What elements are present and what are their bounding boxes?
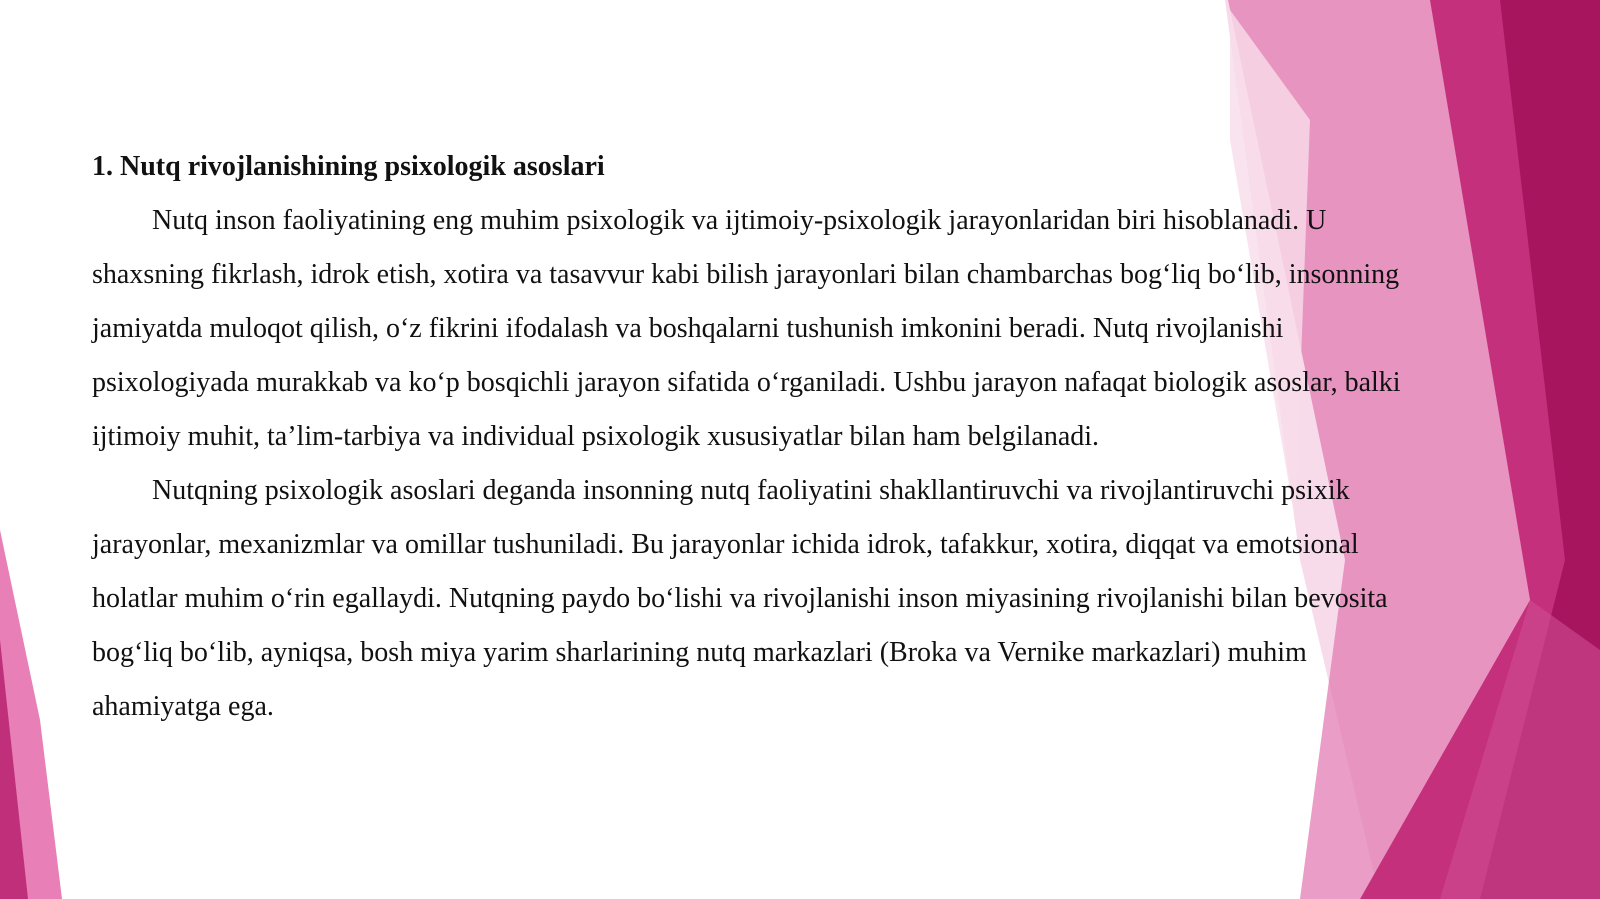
slide-content (92, 140, 1422, 734)
slide-title: 1. Nutq rivojlanishining psixologik asoslari (92, 151, 605, 182)
paragraph-2: Nutqning psixologik asoslari deganda insonning nutq faoliyatini shakllantiruvchi va rivojlantiruvchi psixik jarayonlar, mexanizmlar va omillar tushuniladi. Bu jarayonlar ichida idrok, tafakkur, xotira, diqqat va emotsional holatlar muhim o‘rin egallaydi. Nutqning paydo bo‘lishi va rivojlanishi inson miyasining rivojlanishi bilan bevosita bog‘liq bo‘lib, ayniqsa, bosh miya yarim sharlarining nutq markazlari (Broka va Vernike markazlari) muhim ahamiyatga ega. (92, 475, 1388, 722)
paragraph-1: Nutq inson faoliyatining eng muhim psixologik va ijtimoiy-psixologik jarayonlaridan biri hisoblanadi. U shaxsning fikrlash, idrok etish, xotira va tasavvur kabi bilish jarayonlari bilan chambarchas bog‘liq bo‘lib, insonning jamiyatda muloqot qilish, o‘z fikrini ifodalash va boshqalarni tushunish imkonini beradi. Nutq rivojlanishi psixologiyada murakkab va ko‘p bosqichli jarayon sifatida o‘rganiladi. Ushbu jarayon nafaqat biologik asoslar, balki ijtimoiy muhit, ta’lim-tarbiya va individual psixologik xususiyatlar bilan ham belgilanadi. (92, 205, 1401, 452)
